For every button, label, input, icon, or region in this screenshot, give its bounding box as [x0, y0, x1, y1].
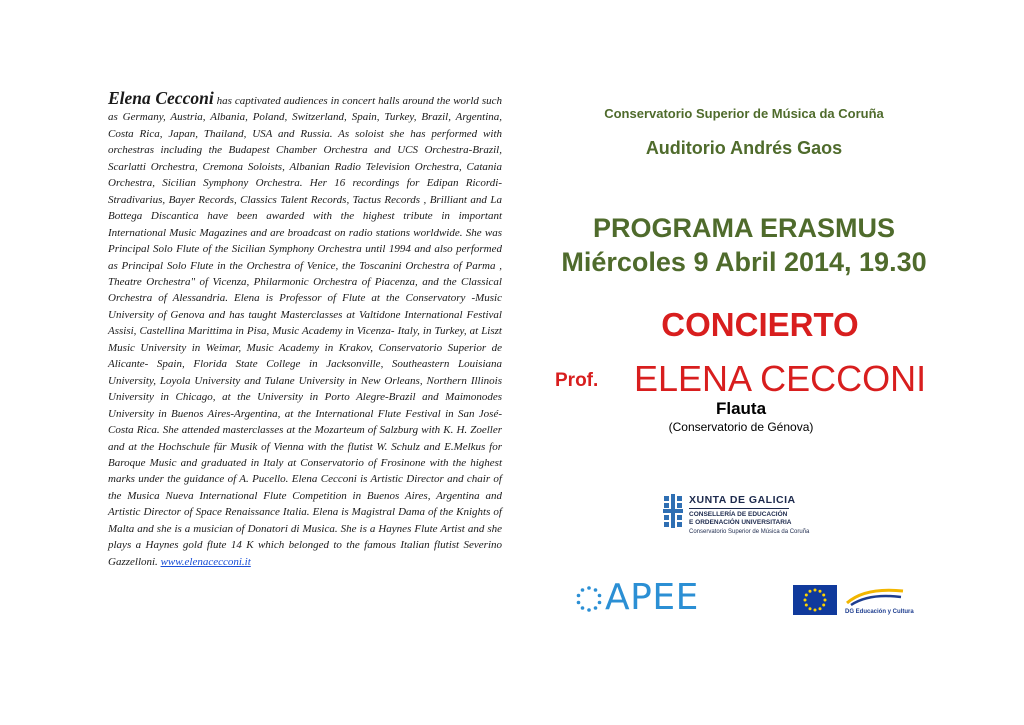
eu-logo — [793, 585, 913, 617]
apee-star-ring-icon — [575, 585, 603, 613]
galicia-emblem-icon — [663, 494, 683, 528]
biography — [108, 90, 502, 570]
xunta-divider — [689, 508, 789, 509]
xunta-department-line2: E ORDENACIÓN UNIVERSITARIA — [689, 519, 792, 526]
auditorium-name: Auditorio Andrés Gaos — [645, 138, 843, 158]
dg-education-swoosh-icon — [843, 585, 907, 607]
xunta-logo — [661, 494, 831, 538]
artist-name: ELENA CECCONI — [634, 358, 927, 399]
xunta-title: XUNTA DE GALICIA — [689, 494, 796, 506]
xunta-department-line1: CONSELLERÍA DE EDUCACIÓN — [689, 511, 788, 518]
eu-caption: DG Educación y Cultura — [845, 609, 914, 615]
artist-website-link[interactable]: www.elenacecconi.it — [160, 555, 251, 568]
event-date: Miércoles 9 Abril 2014, 19.30 — [561, 247, 927, 277]
artist-prefix: Prof. — [555, 370, 599, 391]
apee-wordmark: APEE — [605, 577, 699, 618]
eu-flag-icon — [793, 585, 837, 615]
artist-origin: (Conservatorio de Génova) — [668, 420, 814, 434]
bio-artist-name: Elena Cecconi — [108, 88, 214, 108]
bio-text: has captivated audiences in concert halls around the world such as Germany, Austria, Albania, Poland, Switzerland, Spain, Turkey, Brazil, Argentina, Costa Rica, Japan, Thailand, USA and Russia. As soloist she has performed with orchestras including the Budapest Chamber Orchestra and UCS Orchestra-Brazil, Scarlatti Orchestra, Cremona Soloists, Albanian Radio Television Orchestra, Catania Orchestra, Sicilian Symphony Orchestra. Her 16 recordings for Edipan Ricordi-Stradivarius, Bayer Records, Classics Talent Records, Tactus Records , Brilliant and La Bottega Discantica have been awarded with the highest tribute in important International Music Magazines and are broadcast on radio stations worldwide. She was Principal Solo Flute of the Sicilian Symphony Orchestra until 1994 and also performed as Principal Solo Flute in the Orchestra of Venice, the Toscanini Orchestra of Parma , Theatre Orchestra" of Vicenza, Philarmonic Orchestra of Piacenza, and the Classical Orchestra of Alessandria. Elena is Professor of Flute at the Conservatory -Music University of Genova and has taught Masterclasses at Valtidone International Festival Assisi, Castellina Marittima in Pisa, Music Academy in Vicenza- Italy, in Turkey, at Liszt Music University in Weimar, Music Academy in Krakov, Conservatorio Superior de Alicante- Spain, Florida State College in Jacksonville, Southeastern Louisiana University, Loyola University and Tulane University in New Orleans, Northern Illinois University in Chicago, at the University in Porto Alegre-Brazil and Maimonodes University in Buenos Aires-Argentina, at the International Flute Festival in San José- Costa Rica. She attended masterclasses at the Mozarteum of Salzburg with K. H. Zoeller and at the Hochschule für Musik of Vienna with the flutist W. Schulz and E.Melkus for Baroque Music and graduated in Italy at Conservatorio of Frosinone with the highest marks under the guidance of A. Pucello. Elena Cecconi is Artistic Director and chair of the Musica Nueva International Flute Competition in Buenos Aires, Argentina and Artistic Director of Space Renaissance Italia. Elena is Magistral Dama of the Knights of Malta and she is a musician of Donatori di Musica. She is a Haynes Flute Artist and she plays a Haynes gold flute 14 K which belonged to the famous Italian flutist Severino Gazzelloni. — [108, 95, 502, 568]
xunta-subtitle: Conservatorio Superior de Música da Coruña — [689, 529, 810, 535]
instrument: Flauta — [715, 399, 767, 418]
event-type: CONCIERTO — [661, 306, 859, 343]
apee-logo — [575, 577, 715, 621]
conservatory-name: Conservatorio Superior de Música da Coruña — [604, 106, 884, 121]
program-title: PROGRAMA ERASMUS — [592, 213, 895, 243]
